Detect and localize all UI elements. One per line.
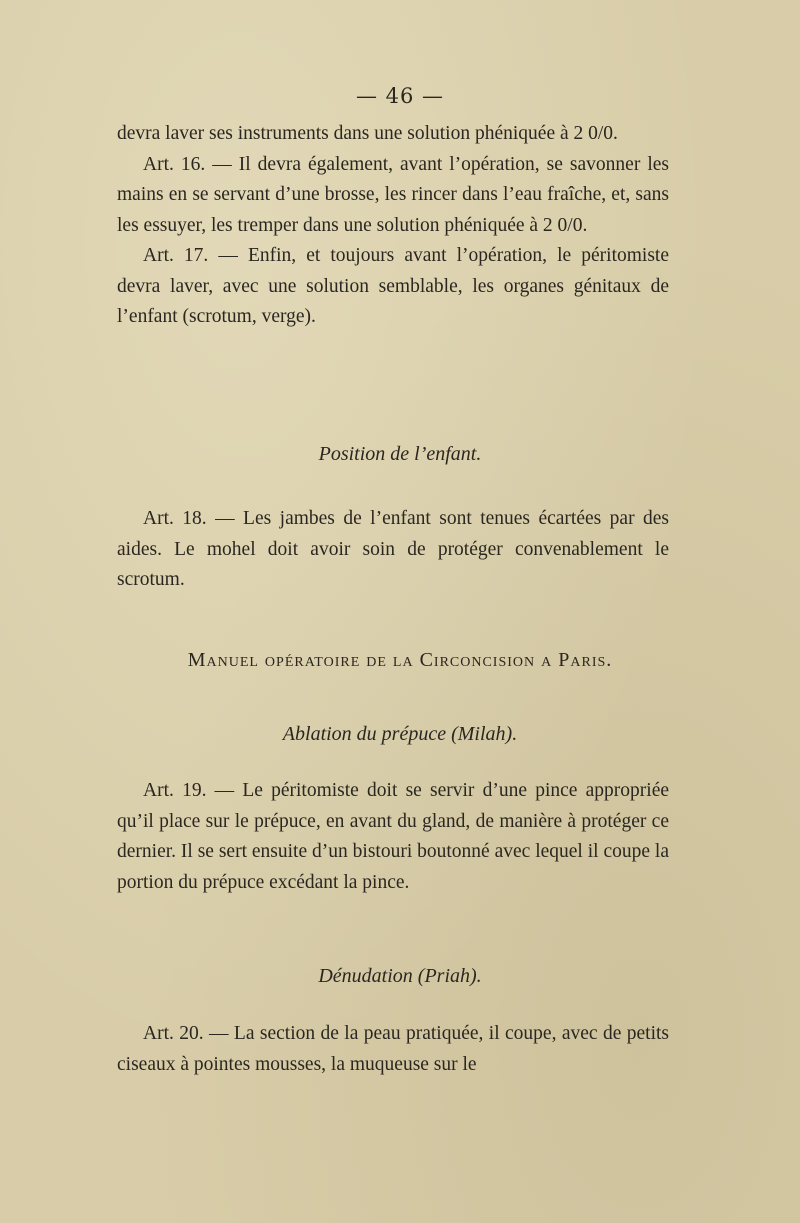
heading-denudation: Dénudation (Priah). <box>318 965 482 987</box>
heading-position-enfant: Position de l’enfant. <box>318 443 482 465</box>
text-block-art-19 <box>117 776 669 898</box>
paragraph-art-17: Art. 17. — Enfin, et toujours avant l’opération, le péritomiste devra laver, avec une solution semblable, les organes génitaux de l’enfant (scrotum, verge). <box>117 245 669 327</box>
paragraph-art-20: Art. 20. — La section de la peau pratiquée, il coupe, avec de petits ciseaux à pointes mousses, la muqueuse sur le <box>117 1023 669 1075</box>
paragraph-art-18: Art. 18. — Les jambes de l’enfant sont tenues écartées par des aides. Le mohel doit avoir soin de protéger convenablement le scrotum. <box>117 508 669 590</box>
paragraph-instruments: devra laver ses instruments dans une solution phéniquée à 2 0/0. <box>117 123 618 144</box>
paragraph-art-16: Art. 16. — Il devra également, avant l’opération, se savonner les mains en se servant d’une brosse, les rincer dans l’eau fraîche, et, sans les essuyer, les tremper dans une solution phéniquée à 2 0/0. <box>117 153 669 236</box>
paragraph-art-19: Art. 19. — Le péritomiste doit se servir d’une pince appropriée qu’il place sur le prépuce, en avant du gland, de manière à protéger ce dernier. Il se sert ensuite d’un bistouri boutonné avec lequel il coupe la portion du prépuce excédant la pince. <box>117 780 669 893</box>
heading-ablation-prepuce: Ablation du prépuce (Milah). <box>282 723 518 745</box>
text-block-art-18 <box>117 504 669 596</box>
text-block-art-20 <box>117 1019 669 1080</box>
section-title-manuel-operatoire: Manuel opératoire de la Circoncision a Paris. <box>187 649 613 671</box>
page-number: — 46 — <box>355 84 445 108</box>
text-block-arts-15-17 <box>117 119 669 333</box>
